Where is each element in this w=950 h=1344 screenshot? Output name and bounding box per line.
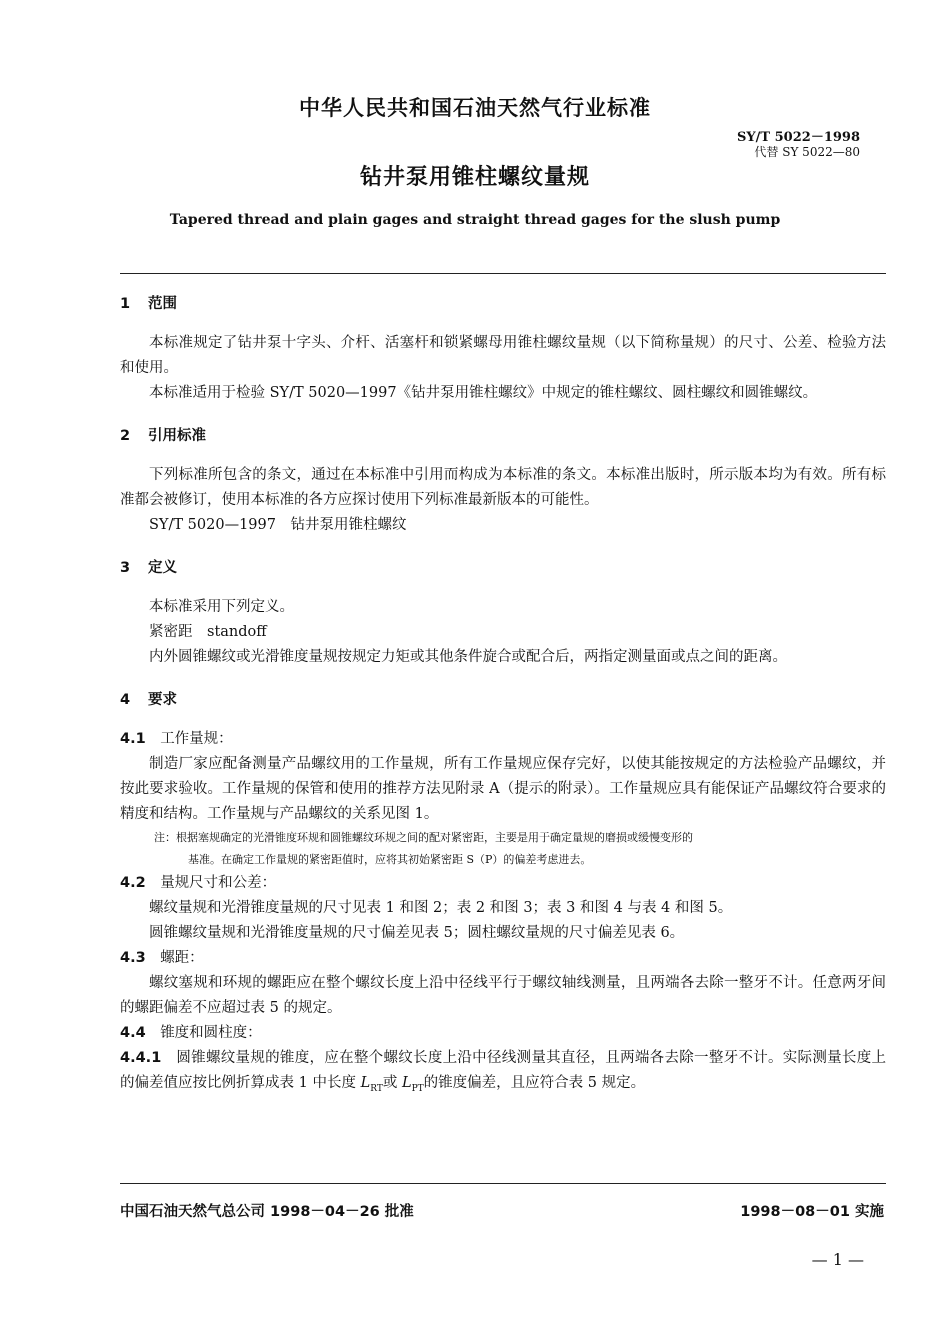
section-heading-references: 2 引用标准 [120, 428, 206, 444]
section-heading-scope: 1 范围 [120, 296, 177, 312]
document-title-english: Tapered thread and plain gages and straight thread gages for the slush pump [169, 212, 781, 228]
document-body [120, 292, 886, 1102]
note: 注：根据塞规确定的光滑锥度环规和圆锥螺纹环规之间的配对紧密距，主要是用于确定量规的磨损或缓慢变形的 基准。在确定工作量规的紧密距值时，应将其初始紧密距 S（P）的偏差考虑进去。 [154, 831, 693, 866]
paragraph: 圆锥螺纹量规和光滑锥度量规的尺寸偏差见表 5；圆柱螺纹量规的尺寸偏差见表 6。 [149, 925, 685, 941]
clause-4-3-heading: 4.3 螺距： [120, 950, 204, 966]
approval-line: 中国石油天然气总公司 1998－04－26 批准 [120, 1204, 414, 1220]
clause-4-4-1-paragraph: 4.4.1 圆锥螺纹量规的锥度，应在整个螺纹长度上沿中径线测量其直径，且两端各去除一整牙不计。实际测量长度上的偏差值应按比例折算成表 1 中长度 $L_{RT}$或 $L_{PT}$的锥度偏差，且应符合表 5 规定。 [120, 1050, 887, 1094]
effective-date: 1998－08－01 实施 [740, 1204, 884, 1220]
clause-4-4-heading: 4.4 锥度和圆柱度： [120, 1025, 262, 1041]
footer-divider [120, 1183, 886, 1184]
definition-text: 内外圆锥螺纹或光滑锥度量规按规定力矩或其他条件旋合或配合后，两指定测量面或点之间的距离。 [149, 649, 787, 665]
paragraph: 制造厂家应配备测量产品螺纹用的工作量规，所有工作量规应保存完好，以使其能按规定的方法检验产品螺纹，并按此要求验收。工作量规的保管和使用的推荐方法见附录 A（提示的附录）。工作量规应具有能保证产品螺纹符合要求的精度和结构。工作量规与产品螺纹的关系见图 1。 [120, 756, 886, 822]
reference-entry: SY/T 5020—1997 钻井泵用锥柱螺纹 [149, 517, 407, 533]
paragraph: 本标准采用下列定义。 [149, 599, 294, 615]
replaces-standard: 代替 SY 5022—80 [754, 145, 860, 159]
clause-4-1-heading: 4.1 工作量规： [120, 731, 233, 747]
header-divider [120, 273, 886, 274]
page-number: — 1 — [811, 1250, 864, 1269]
paragraph: 螺纹塞规和环规的螺距应在整个螺纹长度上沿中径线平行于螺纹轴线测量，且两端各去除一整牙不计。任意两牙间的螺距偏差不应超过表 5 的规定。 [120, 975, 886, 1016]
section-heading-definitions: 3 定义 [120, 560, 177, 576]
document-title-chinese: 钻井泵用锥柱螺纹量规 [359, 165, 590, 190]
standard-number: SY/T 5022－1998 [737, 130, 860, 145]
paragraph: 螺纹量规和光滑锥度量规的尺寸见表 1 和图 2；表 2 和图 3；表 3 和图 4 与表 4 和图 5。 [149, 900, 733, 916]
clause-4-2-heading: 4.2 量规尺寸和公差： [120, 875, 277, 891]
paragraph: 本标准规定了钻井泵十字头、介杆、活塞杆和锁紧螺母用锥柱螺纹量规（以下简称量规）的尺寸、公差、检验方法和使用。 [120, 335, 886, 376]
issuing-body-heading: 中华人民共和国石油天然气行业标准 [299, 96, 651, 120]
paragraph: 下列标准所包含的条文，通过在本标准中引用而构成为本标准的条文。本标准出版时，所示版本均为有效。所有标准都会被修订，使用本标准的各方应探讨使用下列标准最新版本的可能性。 [120, 467, 886, 508]
paragraph: 本标准适用于检验 SY/T 5020—1997《钻井泵用锥柱螺纹》中规定的锥柱螺纹、圆柱螺纹和圆锥螺纹。 [149, 385, 818, 401]
definition-term: 紧密距 standoff [149, 624, 267, 640]
section-heading-requirements: 4 要求 [120, 692, 177, 708]
